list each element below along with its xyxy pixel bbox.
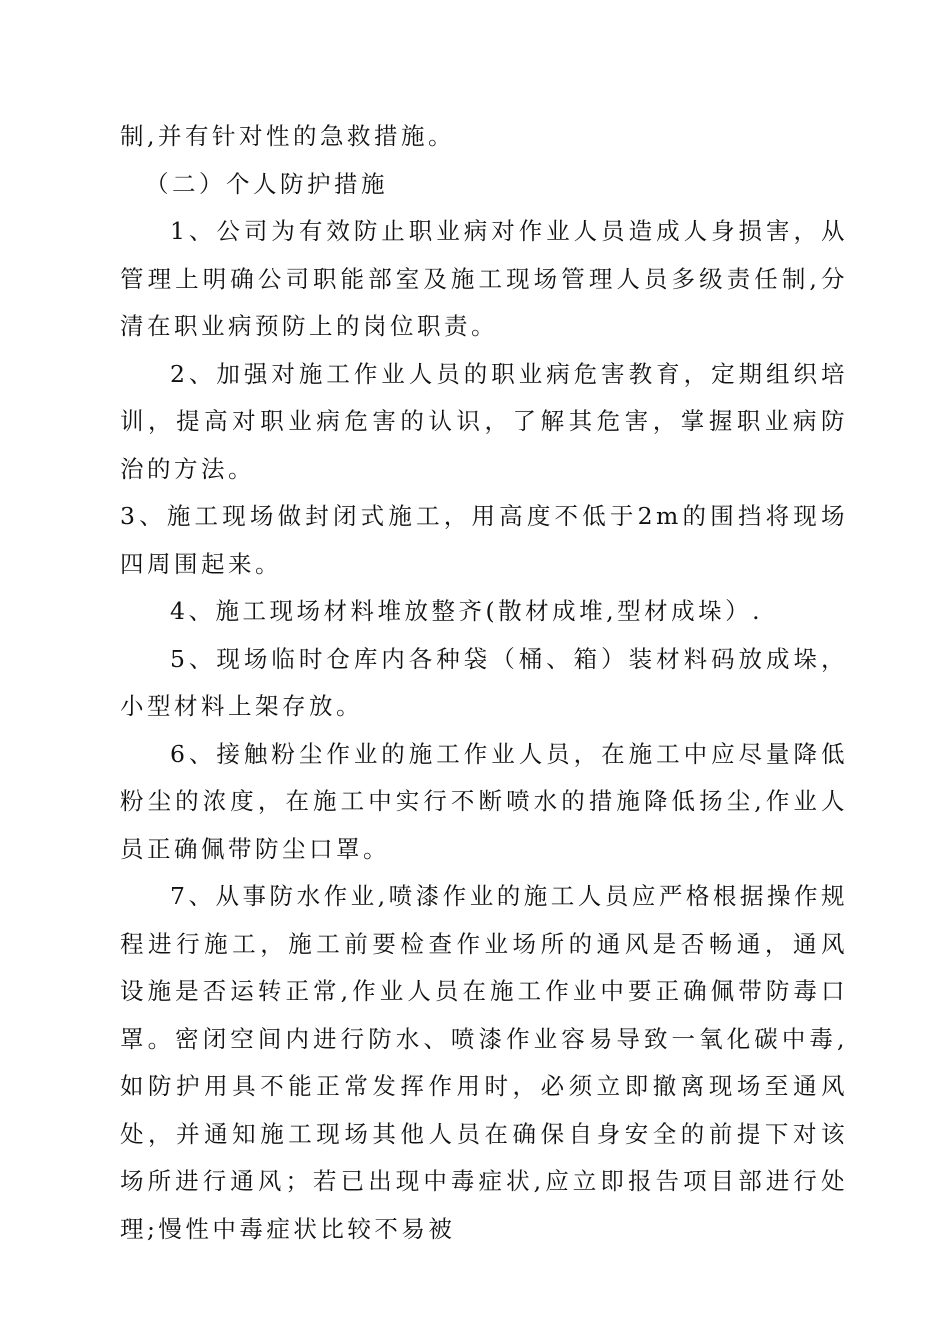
paragraph-item-7: 7、从事防水作业,喷漆作业的施工人员应严格根据操作规程进行施工，施工前要检查作业场所的通风是否畅通，通风设施是否运转正常,作业人员在施工作业中要正确佩带防毒口罩。密闭空间内进行防水、喷漆作业容易导致一氧化碳中毒,如防护用具不能正常发挥作用时，必须立即撤离现场至通风处，并通知施工现场其他人员在确保自身安全的前提下对该场所进行通风；若已出现中毒症状,应立即报告项目部进行处理;慢性中毒症状比较不易被 — [120, 882, 848, 1243]
paragraph-item-4: 4、施工现场材料堆放整齐(散材成堆,型材成垛）. — [170, 597, 764, 625]
paragraph-item-6: 6、接触粉尘作业的施工作业人员，在施工中应尽量降低粉尘的浓度，在施工中实行不断喷水的措施降低扬尘,作业人员正确佩带防尘口罩。 — [120, 739, 848, 863]
document-body — [120, 113, 848, 1253]
paragraph-item-5: 5、现场临时仓库内各种袋（桶、箱）装材料码放成垛，小型材料上架存放。 — [120, 644, 848, 720]
paragraph-item-3: 3、施工现场做封闭式施工，用高度不低于2m的围挡将现场四周围起来。 — [120, 502, 848, 578]
paragraph-continuation: 制,并有针对性的急救措施。 — [120, 122, 455, 150]
paragraph-item-2: 2、加强对施工作业人员的职业病危害教育，定期组织培训，提高对职业病危害的认识，了解其危害，掌握职业病防治的方法。 — [120, 359, 848, 483]
paragraph-item-1: 1、公司为有效防止职业病对作业人员造成人身损害，从管理上明确公司职能部室及施工现场管理人员多级责任制,分清在职业病预防上的岗位职责。 — [120, 217, 848, 340]
section-heading: （二）个人防护措施 — [145, 169, 388, 198]
